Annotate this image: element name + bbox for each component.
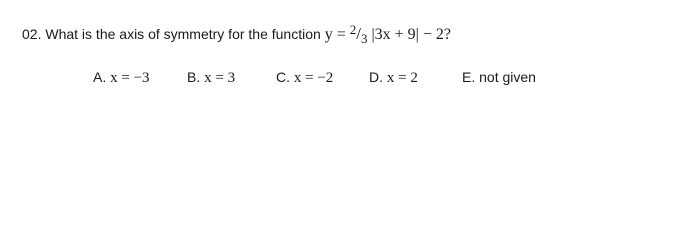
question-text: What is the axis of symmetry for the function	[45, 26, 321, 42]
question-number: 02.	[22, 26, 42, 42]
choice-value: x = −2	[293, 70, 334, 86]
choice-letter: C.	[276, 69, 290, 85]
choice-letter: B.	[187, 69, 201, 85]
choice-e	[462, 68, 536, 86]
equation-lhs: y =	[324, 26, 350, 43]
choice-value: x = 3	[204, 70, 236, 86]
choice-value: not given	[479, 69, 536, 85]
choice-letter: D.	[369, 69, 383, 85]
equation-rhs: |3x + 9| − 2?	[367, 26, 452, 43]
choice-letter: E.	[462, 69, 476, 85]
choice-value: x = −3	[110, 70, 150, 86]
choice-d	[369, 68, 418, 87]
question	[22, 22, 452, 46]
choice-value: x = 2	[386, 70, 418, 86]
choice-c	[276, 68, 333, 87]
fraction-numerator: 2	[349, 22, 357, 37]
fraction-slash: /	[356, 24, 361, 43]
choice-a	[93, 68, 150, 87]
choice-b	[187, 68, 235, 87]
fraction-denominator: 3	[360, 31, 368, 46]
choice-letter: A.	[93, 69, 107, 85]
